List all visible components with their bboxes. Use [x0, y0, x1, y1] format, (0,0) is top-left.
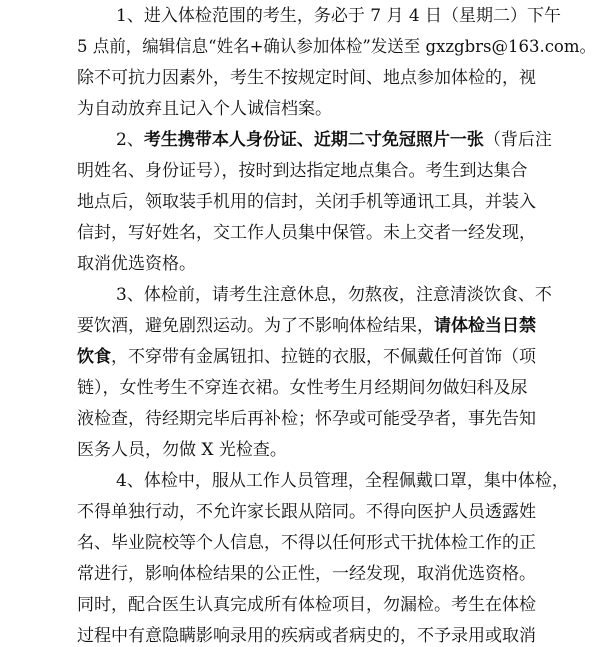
text-line: 同时，配合医生认真完成所有体检项目，勿漏检。考生在体检	[77, 595, 536, 615]
text-line: 液检查，待经期完毕后再补检；怀孕或可能受孕者，事先告知	[77, 409, 536, 429]
text-line: 除不可抗力因素外，考生不按规定时间、地点参加体检的，视	[77, 68, 536, 88]
bold-emphasis: 饮食	[77, 347, 111, 367]
text-line: 信封，写好姓名，交工作人员集中保管。未上交者一经发现，	[77, 223, 536, 243]
text-line: 链），女性考生不穿连衣裙。女性考生月经期间勿做妇科及尿	[77, 378, 528, 398]
text-line: 饮食，不穿带有金属钮扣、拉链的衣服，不佩戴任何首饰（项	[77, 347, 536, 367]
bold-emphasis: 考生携带本人身份证、近期二寸免冠照片一张	[143, 130, 484, 150]
text-line: 不得单独行动，不允许家长跟从陪同。不得向医护人员透露姓	[77, 502, 536, 522]
text-line: 明姓名、身份证号），按时到达指定地点集合。考生到达集合	[77, 161, 528, 181]
text-line: 医务人员，勿做 X 光检查。	[77, 440, 287, 460]
text-line: 要饮酒，避免剧烈运动。为了不影响体检结果，请体检当日禁	[77, 316, 536, 336]
text-line: 名、毕业院校等个人信息，不得以任何形式干扰体检工作的正	[77, 533, 536, 553]
text-line: 2、考生携带本人身份证、近期二寸免冠照片一张（背后注	[116, 130, 552, 150]
text-line: 常进行，影响体检结果的公正性，一经发现，取消优选资格。	[77, 564, 536, 584]
text-line: 过程中有意隐瞒影响录用的疾病或者病史的，不予录用或取消	[77, 626, 536, 646]
text-line: 取消优选资格。	[77, 254, 196, 274]
text-line: 为自动放弃且记入个人诚信档案。	[77, 99, 332, 119]
text-line: 4、体检中，服从工作人员管理，全程佩戴口罩，集中体检，	[116, 471, 569, 491]
text-line: 3、体检前，请考生注意休息，勿熬夜，注意清淡饮食、不	[116, 285, 552, 305]
text-line: 地点后，领取装手机用的信封，关闭手机等通讯工具，并装入	[77, 192, 536, 212]
text-line: 5 点前，编辑信息“姓名+确认参加体检”发送至 gxzgbrs@163.com。	[77, 37, 596, 57]
text-line: 1、进入体检范围的考生，务必于 7 月 4 日（星期二）下午	[116, 6, 562, 26]
bold-emphasis: 请体检当日禁	[434, 316, 536, 336]
